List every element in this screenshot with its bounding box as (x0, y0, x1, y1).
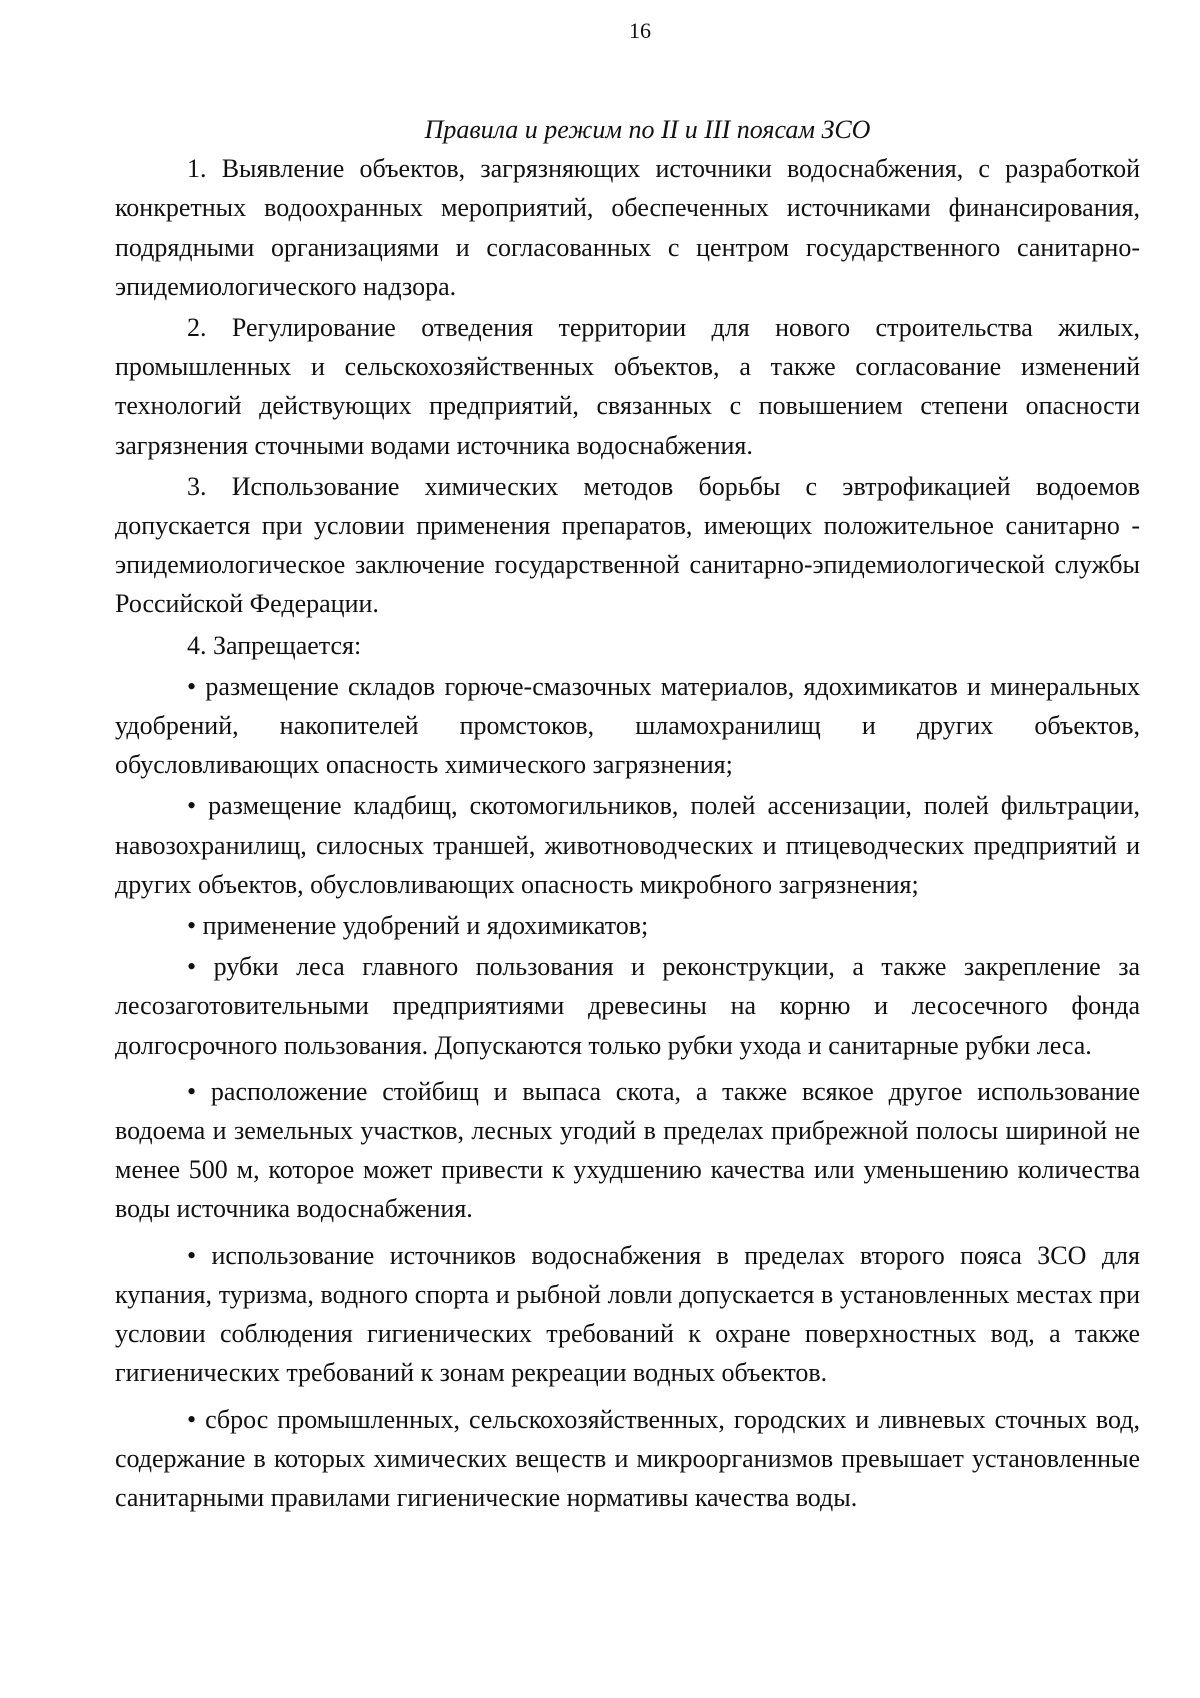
document-body (115, 110, 1140, 1517)
bullet-fertilizers: • применение удобрений и ядохимикатов; (187, 911, 649, 941)
bullet-recreation: • использование источников водоснабжения в пределах второго пояса ЗСО для купания, туризма, водного спорта и рыбной ловли допускается в установленных местах при условии соблюдения гигиенических требований к охране поверхностных вод, а также гигиенических требований к зонам рекреации водных объектов. (115, 1240, 1140, 1388)
paragraph-item-2: 2. Регулирование отведения территории для нового строительства жилых, промышленных и сельскохозяйственных объектов, а также согласование изменений технологий действующих предприятий, связанных с повышением степени опасности загрязнения сточными водами источника водоснабжения. (115, 313, 1140, 460)
bullet-wastewater: • сброс промышленных, сельскохозяйственных, городских и ливневых сточных вод, содержание в которых химических веществ и микроорганизмов превышает установленные санитарными правилами гигиенические нормативы качества воды. (115, 1404, 1140, 1512)
paragraph-item-1: 1. Выявление объектов, загрязняющих источники водоснабжения, с разработкой конкретных водоохранных мероприятий, обеспеченных источниками финансирования, подрядными организациями и согласованных с центром государственного санитарно-эпидемиологического надзора. (115, 154, 1140, 301)
bullet-livestock: • расположение стойбищ и выпаса скота, а также всякое другое использование водоема и земельных участков, лесных угодий в пределах прибрежной полосы шириной не менее 500 м, которое может привести к ухудшению качества или уменьшению количества воды источника водоснабжения. (115, 1076, 1140, 1224)
page-number: 16 (629, 18, 651, 43)
bullet-forest-logging: • рубки леса главного пользования и реконструкции, а также закрепление за лесозаготовительными предприятиями древесины на корню и лесосечного фонда долгосрочного пользования. Допускаются только рубки ухода и санитарные рубки леса. (115, 952, 1140, 1060)
bullet-microbial-objects: • размещение кладбищ, скотомогильников, полей ассенизации, полей фильтрации, навозохранилищ, силосных траншей, животноводческих и птицеводческих предприятий и других объектов, обусловливающих опасность микробного загрязнения; (115, 791, 1140, 899)
section-title: Правила и режим по II и III поясам ЗСО (424, 115, 871, 144)
bullet-chemical-objects: • размещение складов горюче-смазочных материалов, ядохимикатов и минеральных удобрений, накопителей промстоков, шламохранилищ и других объектов, обусловливающих опасность химического загрязнения; (115, 671, 1140, 780)
paragraph-item-4-prohibited: 4. Запрещается: (187, 630, 362, 660)
paragraph-item-3: 3. Использование химических методов борьбы с эвтрофикацией водоемов допускается при условии применения препаратов, имеющих положительное санитарно - эпидемиологическое заключение государственной санитарно-эпидемиологической службы Российской Федерации. (115, 471, 1140, 619)
